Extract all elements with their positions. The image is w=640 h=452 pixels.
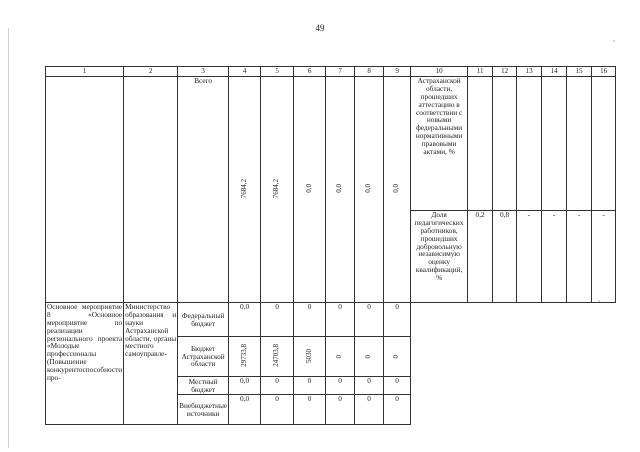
funding-row-federal <box>46 303 616 337</box>
empty-cell <box>517 77 542 211</box>
program-table <box>45 66 616 425</box>
indicator-2-text: Доля педагогических работников, прошедших добровольную независимую оценку квалификаций, % <box>411 211 468 303</box>
funding-value: 0 <box>326 377 355 395</box>
funding-value: 0 <box>294 377 326 395</box>
col-num: 12 <box>493 67 517 77</box>
funding-value: 5030 <box>294 337 326 377</box>
total-col9: 0,0 <box>384 77 411 303</box>
funding-value: 0 <box>384 303 411 337</box>
total-col6: 0,0 <box>294 77 326 303</box>
col-num: 2 <box>124 67 178 77</box>
col-num: 3 <box>178 67 229 77</box>
funding-value: 29733,8 <box>229 337 261 377</box>
empty-cell <box>493 77 517 211</box>
measure-8-description: Основное мероприятие 8 «Основное мероприятие по реализации регионального проекта «Молодые профессионалы (Повышение конкурентоспособности про- <box>46 303 124 425</box>
col-num: 1 <box>46 67 124 77</box>
funding-value: 0 <box>384 337 411 377</box>
funding-value: 0 <box>261 377 294 395</box>
empty-area <box>411 303 616 425</box>
total-col5: 7684,2 <box>261 77 294 303</box>
col-num: 5 <box>261 67 294 77</box>
funding-value: 0 <box>326 303 355 337</box>
total-col4: 7684,2 <box>229 77 261 303</box>
total-row <box>46 77 616 211</box>
scan-gutter-line <box>8 28 9 448</box>
indicator-2-value: 0,2 <box>468 211 493 303</box>
funding-source: Бюджет Астраханской области <box>178 337 229 377</box>
empty-cell <box>567 77 592 211</box>
funding-value: 0 <box>294 395 326 425</box>
funding-source: Внебюджетные источники <box>178 395 229 425</box>
page-number: 49 <box>315 23 325 33</box>
indicator-2-value: - <box>542 211 567 303</box>
funding-value: 0 <box>261 395 294 425</box>
funding-value: 0 <box>355 303 384 337</box>
col-num: 9 <box>384 67 411 77</box>
total-col8: 0,0 <box>355 77 384 303</box>
indicator-2-value: 0,8 <box>493 211 517 303</box>
empty-cell <box>124 77 178 303</box>
measure-8-executor: Министерство образования и науки Астраханской области, органы местного самоуправле- <box>124 303 178 425</box>
empty-cell <box>592 77 616 211</box>
funding-value: 0,0 <box>229 377 261 395</box>
col-num: 15 <box>567 67 592 77</box>
funding-value: 0 <box>261 303 294 337</box>
funding-value: 0 <box>355 337 384 377</box>
col-num: 10 <box>411 67 468 77</box>
empty-cell <box>542 77 567 211</box>
col-num: 7 <box>326 67 355 77</box>
funding-value: 0,0 <box>229 395 261 425</box>
col-num: 14 <box>542 67 567 77</box>
funding-value: 0 <box>384 377 411 395</box>
indicator-2-value: - <box>567 211 592 303</box>
col-num: 13 <box>517 67 542 77</box>
total-label: Всего <box>178 77 229 303</box>
scan-speck <box>613 40 615 42</box>
funding-source: Местный бюджет <box>178 377 229 395</box>
col-num: 11 <box>468 67 493 77</box>
funding-value: 0 <box>355 377 384 395</box>
funding-value: 0 <box>384 395 411 425</box>
col-num: 4 <box>229 67 261 77</box>
funding-value: 0,0 <box>229 303 261 337</box>
empty-cell <box>468 77 493 211</box>
total-col7: 0,0 <box>326 77 355 303</box>
indicator-1-text: Астраханской области, прошедших аттестацию в соответствии с новыми федеральными нормативными правовыми актами, % <box>411 77 468 211</box>
indicator-2-value: - <box>592 211 616 303</box>
funding-value: 0 <box>326 337 355 377</box>
funding-value: 0 <box>355 395 384 425</box>
column-number-row <box>46 67 616 77</box>
funding-source: Федеральный бюджет <box>178 303 229 337</box>
indicator-2-value: - <box>517 211 542 303</box>
funding-value: 0 <box>326 395 355 425</box>
col-num: 6 <box>294 67 326 77</box>
empty-cell <box>46 77 124 303</box>
col-num: 8 <box>355 67 384 77</box>
funding-value: 0 <box>294 303 326 337</box>
funding-value: 24703,8 <box>261 337 294 377</box>
col-num: 16 <box>592 67 616 77</box>
